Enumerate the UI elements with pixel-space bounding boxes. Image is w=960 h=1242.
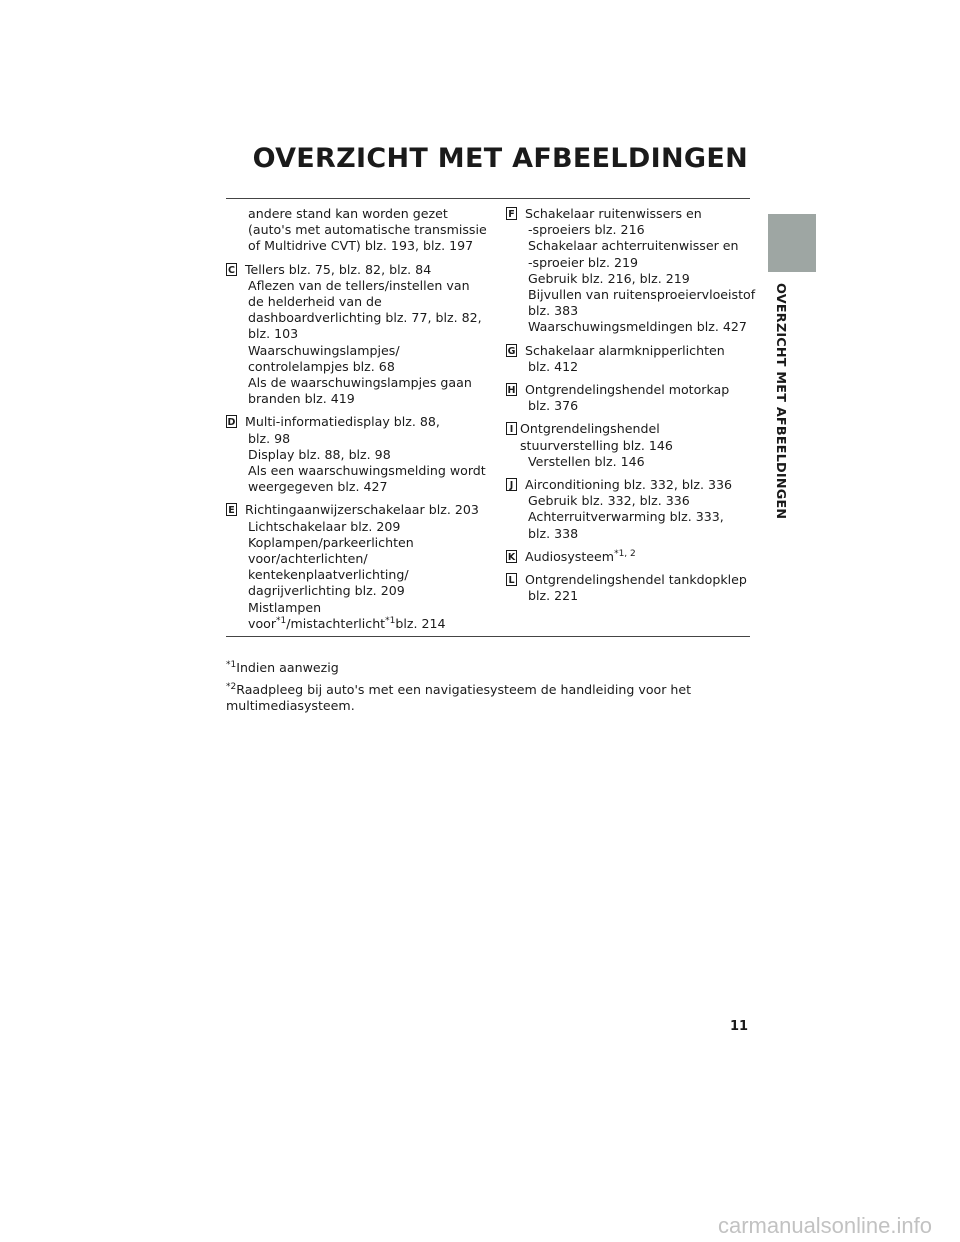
entry-line	[226, 502, 479, 518]
entry-text: blz. 214	[395, 615, 446, 631]
entry-line: andere stand kan worden gezet	[248, 206, 448, 221]
entry-line	[506, 343, 750, 359]
entry-text: Airconditioning blz. 332, blz. 336	[525, 477, 733, 493]
entry-text: voor	[248, 615, 277, 631]
entry-line: Lichtschakelaar blz. 209	[248, 518, 401, 534]
label-badge-i: I	[506, 422, 517, 435]
entry-text: Audiosysteem	[525, 548, 615, 564]
label-badge-f: F	[506, 207, 517, 220]
entry-f	[506, 206, 756, 336]
entry-line: blz. 383	[528, 303, 579, 319]
entry-k	[506, 549, 750, 565]
watermark: carmanualsonline.info	[717, 1213, 932, 1238]
entry-text: Richtingaanwijzerschakelaar blz. 203	[245, 502, 479, 518]
entry-e	[226, 502, 479, 632]
entry-line: Gebruik blz. 332, blz. 336	[528, 493, 690, 509]
entry-line: -sproeiers blz. 216	[528, 222, 645, 238]
entry-text: Ontgrendelingshendel motorkap	[525, 382, 730, 398]
footnote-1	[226, 660, 750, 676]
label-badge-j: J	[506, 478, 517, 491]
entry-line: dagrijverlichting blz. 209	[248, 583, 405, 599]
entry-line: Display blz. 88, blz. 98	[248, 446, 391, 462]
entry-line: Waarschuwingslampjes/	[248, 342, 400, 358]
entry-line	[506, 421, 750, 437]
label-badge-d: D	[227, 417, 236, 429]
entry-line: Aflezen van de tellers/instellen van	[248, 277, 470, 293]
entry-line: stuurverstelling blz. 146	[520, 437, 673, 453]
entry-line: blz. 98	[248, 430, 291, 446]
entry-text: Schakelaar ruitenwissers en	[525, 206, 702, 221]
entry-line	[506, 206, 750, 222]
entry-text: Tellers blz. 75, blz. 82, blz. 84	[245, 261, 432, 277]
right-column	[506, 206, 756, 611]
footnote-mark: *2	[226, 682, 237, 693]
entry-g	[506, 343, 750, 375]
entry-line: blz. 338	[528, 525, 579, 541]
entry-line: kentekenplaatverlichting/	[248, 567, 409, 583]
label-badge-l: L	[506, 573, 517, 586]
label-badge-h: H	[507, 385, 516, 397]
entry-c	[226, 261, 482, 408]
entry-line	[506, 382, 750, 398]
entry-text: Ontgrendelingshendel tankdopklep	[525, 572, 747, 588]
entry-j	[506, 477, 750, 542]
label-badge-e: E	[226, 503, 237, 516]
entry-line: Koplampen/parkeerlichten	[248, 534, 414, 550]
page-number: 11	[730, 1019, 749, 1034]
entry-text: Multi-informatiedisplay blz. 88,	[245, 414, 440, 430]
entry-line: weergegeven blz. 427	[248, 479, 388, 495]
footnote-text: Indien aanwezig	[236, 660, 339, 675]
bottom-rule	[226, 636, 750, 637]
entry-line: of Multidrive CVT) blz. 193, blz. 197	[248, 238, 474, 254]
label-badge-c: C	[226, 263, 237, 276]
entry-line: Gebruik blz. 216, blz. 219	[528, 270, 690, 286]
entry-line: Als de waarschuwingslampjes gaan	[248, 375, 472, 391]
entry-line: de helderheid van de	[248, 294, 382, 310]
footnotes	[226, 660, 750, 721]
entry-intro	[226, 206, 487, 255]
entry-line	[506, 477, 750, 493]
entry-text: /mistachterlicht	[286, 615, 386, 631]
section-tab	[768, 214, 816, 272]
page-title: OVERZICHT MET AFBEELDINGEN	[252, 143, 748, 174]
entry-line	[226, 616, 476, 632]
entry-line	[506, 572, 750, 588]
entry-line: -sproeier blz. 219	[528, 254, 639, 270]
section-tab-label: OVERZICHT MET AFBEELDINGEN	[773, 283, 788, 520]
entry-l	[506, 572, 750, 604]
entry-line: Mistlampen	[248, 599, 322, 615]
entry-text: Schakelaar alarmknipperlichten	[525, 342, 725, 358]
footnote-text: Raadpleeg bij auto's met een navigatiesysteem de handleiding voor het	[236, 682, 692, 698]
entry-line: branden blz. 419	[248, 391, 355, 407]
entry-h	[506, 382, 750, 414]
entry-line: blz. 103	[248, 326, 299, 342]
entry-line: Als een waarschuwingsmelding wordt	[248, 463, 486, 479]
entry-line: Schakelaar achterruitenwisser en	[528, 238, 739, 254]
footnote-text: multimediasysteem.	[226, 698, 355, 714]
entry-line: Verstellen blz. 146	[528, 453, 645, 469]
entry-line	[506, 549, 750, 565]
label-badge-g: G	[507, 345, 516, 357]
entry-line	[226, 262, 476, 278]
entry-line: dashboardverlichting blz. 77, blz. 82,	[248, 310, 482, 326]
footnote-2	[226, 682, 750, 714]
footnote-ref: *1	[385, 615, 396, 626]
top-rule	[226, 198, 750, 199]
entry-line: (auto's met automatische transmissie	[248, 222, 487, 238]
label-badge-k: K	[507, 551, 516, 563]
entry-line: Achterruitverwarming blz. 333,	[528, 509, 724, 525]
footnote-ref: *1	[276, 615, 287, 626]
entry-line: Waarschuwingsmeldingen blz. 427	[528, 319, 747, 335]
entry-line: blz. 221	[528, 588, 579, 604]
entry-line	[226, 414, 476, 430]
entry-line: blz. 376	[528, 398, 579, 414]
footnote-mark: *1	[226, 660, 237, 670]
footnote-ref: *1, 2	[614, 548, 636, 559]
entry-line: voor/achterlichten/	[248, 551, 368, 567]
entry-line: controlelampjes blz. 68	[248, 358, 395, 374]
entry-text: Ontgrendelingshendel	[520, 421, 660, 437]
entry-d	[226, 414, 486, 495]
entry-i	[506, 421, 750, 470]
entry-line: blz. 412	[528, 358, 579, 374]
entry-line: Bijvullen van ruitensproeiervloeistof	[528, 287, 756, 303]
left-column	[226, 206, 487, 639]
